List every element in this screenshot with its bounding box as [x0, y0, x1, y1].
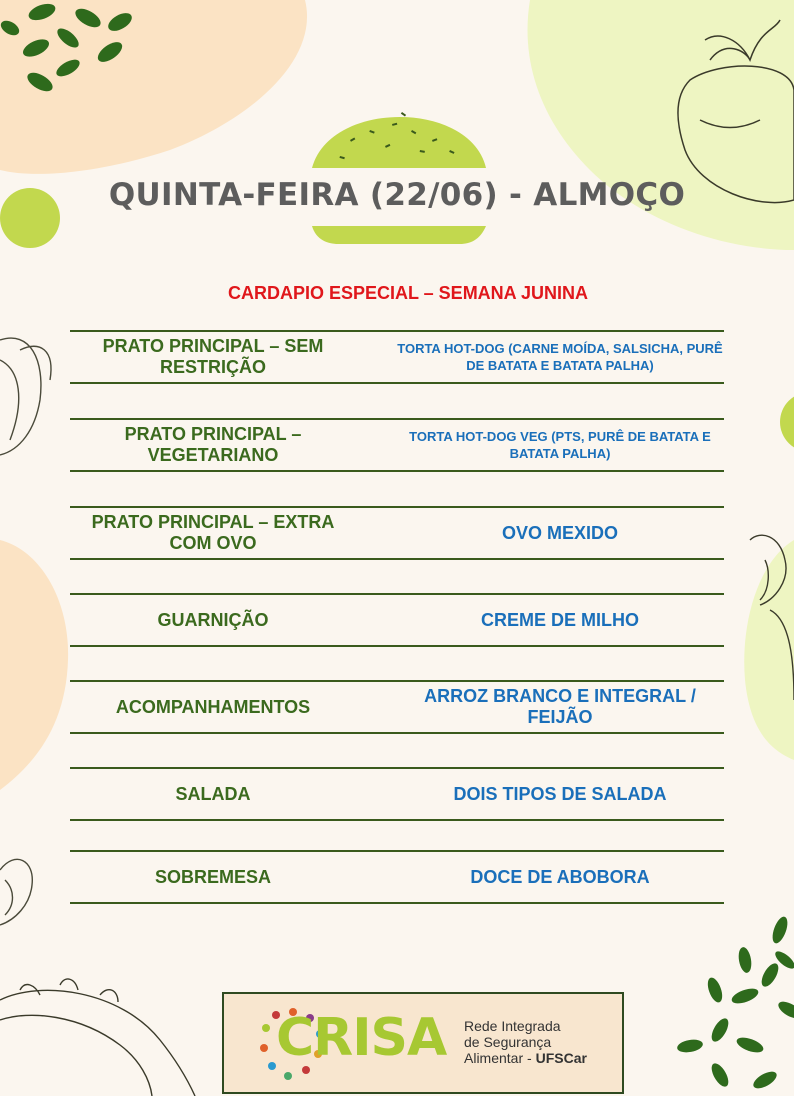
logo-tagline [464, 1018, 587, 1066]
menu-item-label: SOBREMESA [154, 866, 271, 887]
crisa-logo-text: CRISA [276, 1008, 447, 1068]
menu-item-label: SALADA [175, 783, 251, 804]
menu-item-label: GUARNIÇÃO [157, 609, 269, 630]
divider [70, 470, 724, 472]
divider [70, 558, 724, 560]
menu-item-label: ACOMPANHAMENTOS [115, 696, 311, 717]
bun-bottom-icon [312, 226, 486, 244]
menu-item-value: TORTA HOT-DOG VEG (PTS, PURÊ DE BATATA E BATATA PALHA) [409, 429, 711, 461]
page-subtitle: CARDAPIO ESPECIAL – SEMANA JUNINA [227, 283, 589, 303]
peach-blob-left [0, 540, 68, 790]
divider [70, 382, 724, 384]
menu-item-value: DOCE DE ABOBORA [470, 866, 650, 887]
logo-line-prefix: Alimentar - [464, 1050, 536, 1066]
leaves-icon-bottom-right [676, 915, 794, 1092]
small-leaf-icon [0, 859, 32, 925]
lettuce-icon [0, 338, 51, 455]
menu-item-label: PRATO PRINCIPAL – VEGETARIANO [124, 424, 302, 465]
menu-row [70, 330, 724, 384]
menu-row [70, 850, 724, 904]
menu-item-value: TORTA HOT-DOG (CARNE MOÍDA, SALSICHA, PURÊ DE BATATA E BATATA PALHA) [397, 341, 723, 373]
menu-row [70, 593, 724, 647]
logo-line [464, 1050, 587, 1066]
menu-item-value: CREME DE MILHO [480, 609, 639, 630]
divider [70, 732, 724, 734]
green-blob-right [744, 540, 794, 760]
divider [70, 819, 724, 821]
menu-item-value: OVO MEXIDO [501, 522, 618, 543]
menu-item-label: PRATO PRINCIPAL – EXTRA COM OVO [91, 512, 335, 553]
taco-icon [0, 979, 195, 1096]
logo-line: de Segurança [464, 1034, 552, 1050]
crisa-logo-box [222, 992, 624, 1094]
page-title: QUINTA-FEIRA (22/06) - ALMOÇO [108, 177, 686, 213]
logo-line-bold: UFSCar [535, 1050, 587, 1066]
divider [70, 645, 724, 647]
menu-item-value: DOIS TIPOS DE SALADA [453, 783, 667, 804]
menu-item-value: ARROZ BRANCO E INTEGRAL / FEIJÃO [424, 686, 696, 727]
menu-row [70, 418, 724, 472]
menu-row [70, 506, 724, 560]
green-dot-right [780, 392, 794, 452]
menu-row [70, 680, 724, 734]
menu-item-label: PRATO PRINCIPAL – SEM RESTRIÇÃO [102, 336, 324, 377]
logo-line: Rede Integrada [464, 1018, 561, 1034]
divider [70, 902, 724, 904]
bun-top-icon [312, 117, 486, 168]
menu-row [70, 767, 724, 821]
